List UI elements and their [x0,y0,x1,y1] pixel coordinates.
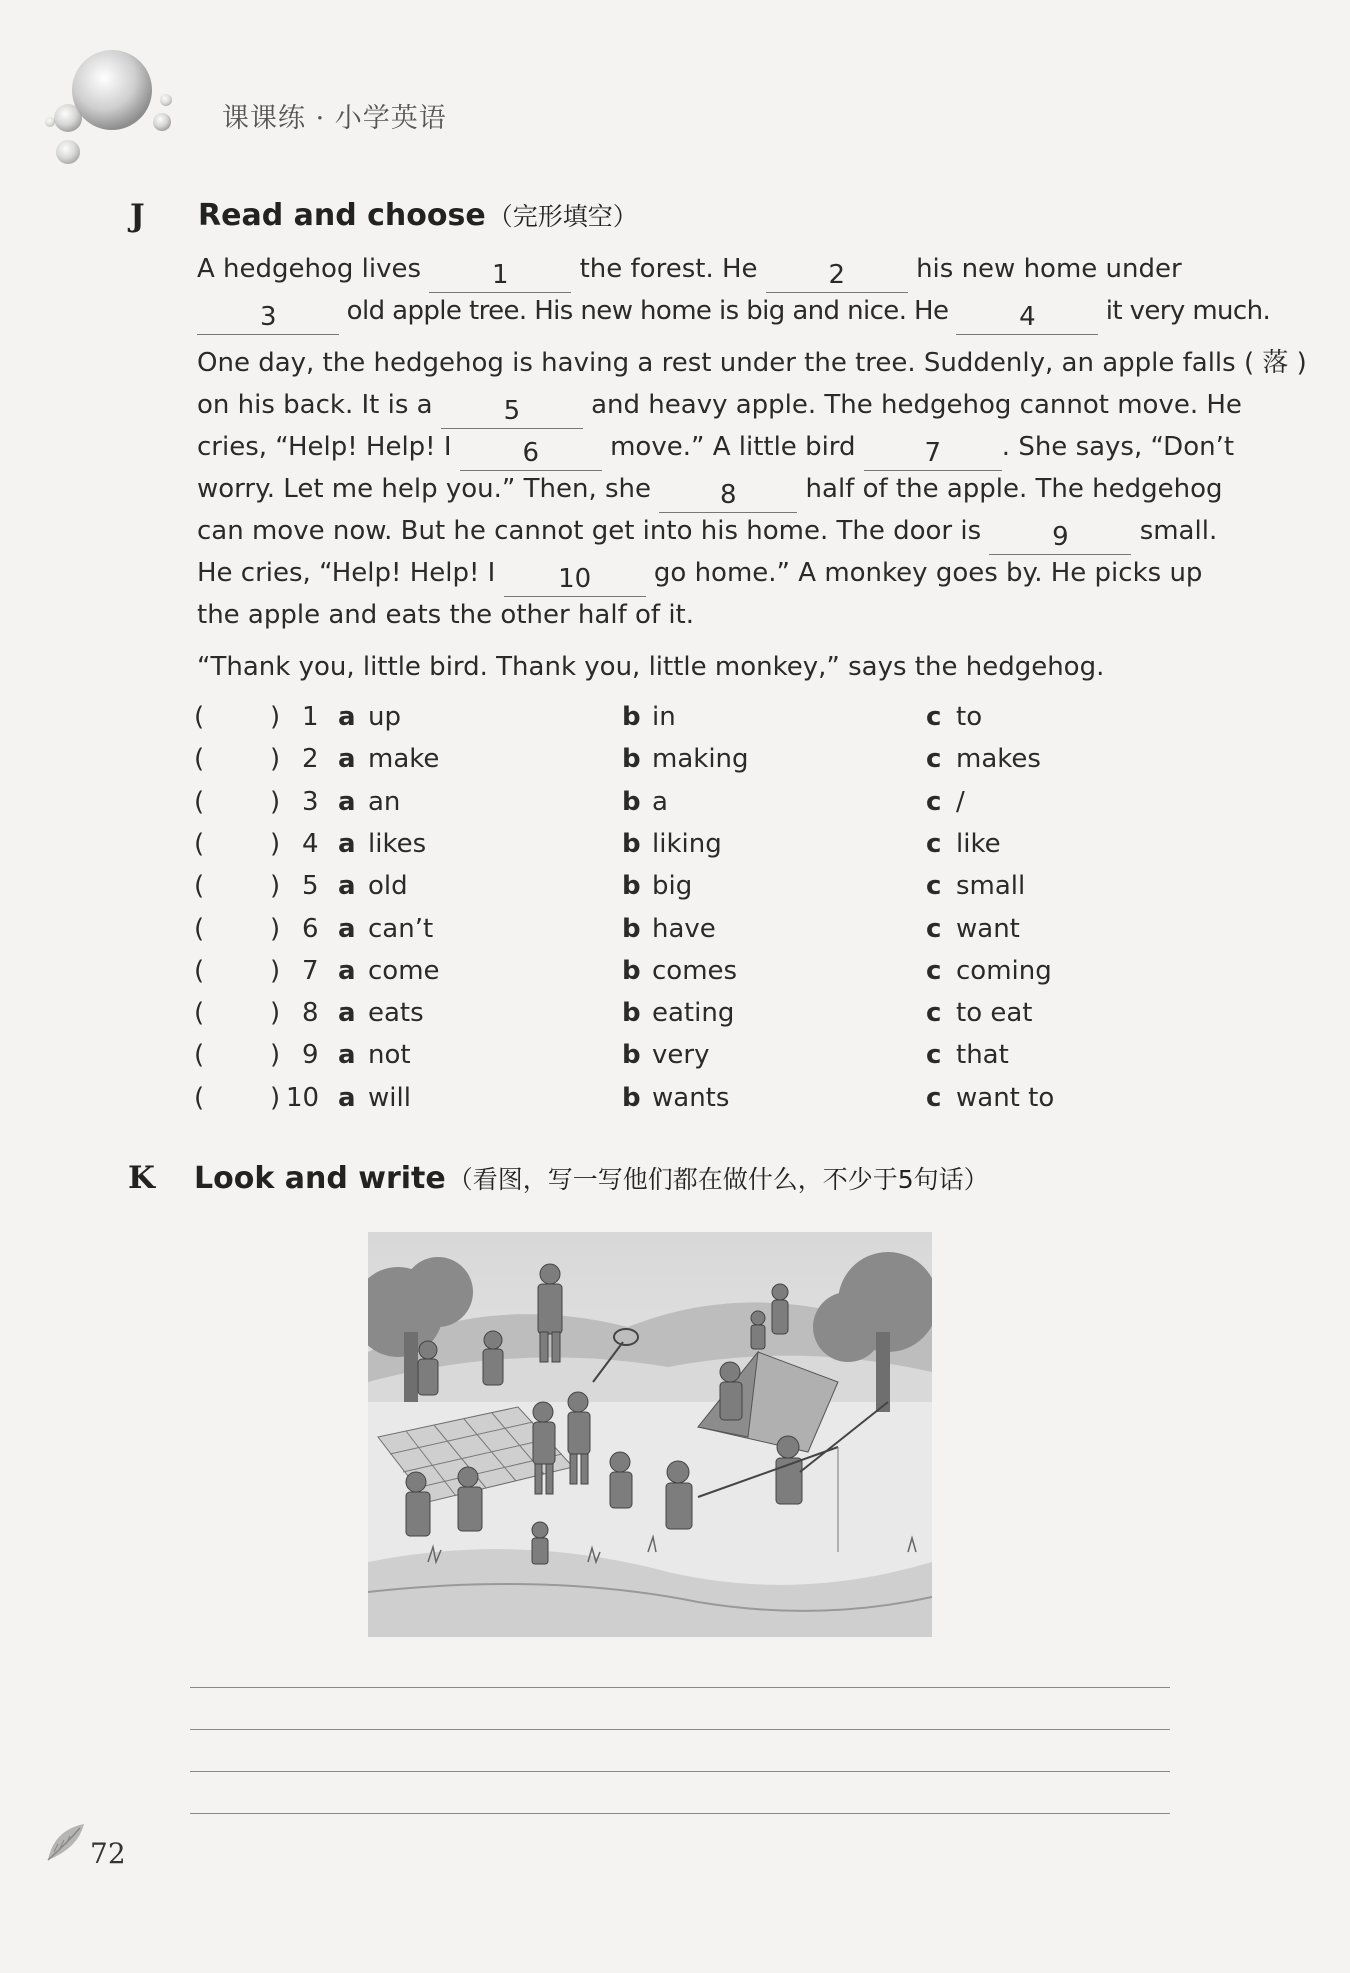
option-b-text: eating [652,998,735,1028]
passage-text: and heavy apple. The hedgehog cannot move. He [591,390,1242,420]
option-a-text: will [368,1083,411,1113]
option-b-letter: b [622,871,641,901]
blank-8: 8 [659,483,797,513]
question-number: 3 [302,787,319,817]
answer-paren-open: ( [194,744,205,774]
option-c-text: coming [956,956,1052,986]
section-k-title-cn: （看图，写一写他们都在做什么，不少于5句话） [447,1165,989,1194]
answer-paren-open: ( [194,871,205,901]
answer-paren-open: ( [194,914,205,944]
option-c-letter: c [926,998,942,1028]
option-b-letter: b [622,744,641,774]
option-c-letter: c [926,871,942,901]
option-b-text: a [652,787,668,817]
option-a-letter: a [338,744,356,774]
option-a-text: come [368,956,440,986]
option-c-text: that [956,1040,1009,1070]
option-a-letter: a [338,829,356,859]
passage-text: the forest. He [579,254,758,284]
option-a-letter: a [338,998,356,1028]
passage-text: worry. Let me help you.” Then, she [197,474,651,504]
blank-5: 5 [441,399,583,429]
passage-line-5 [197,434,1234,471]
passage-text: small. [1139,516,1218,546]
option-c-text: / [956,787,965,817]
option-b-letter: b [622,829,641,859]
option-a-text: can’t [368,914,434,944]
passage-text: old apple tree. His new home is big and nice. He [346,296,949,326]
option-c-text: want [956,914,1020,944]
option-b-letter: b [622,787,641,817]
option-a-letter: a [338,956,356,986]
option-b-text: have [652,914,716,944]
blank-4: 4 [956,305,1098,335]
writing-line [190,1813,1170,1814]
passage-text: go home.” A monkey goes by. He picks up [653,558,1203,588]
option-c-letter: c [926,956,942,986]
section-j-title-en: Read and choose [198,198,486,233]
option-a-text: not [368,1040,411,1070]
option-c-letter: c [926,702,942,732]
answer-paren-close: ) [270,702,281,732]
blank-6: 6 [460,441,602,471]
option-b-letter: b [622,998,641,1028]
answer-paren-close: ) [270,1040,281,1070]
passage-line-10: “Thank you, little bird. Thank you, little monkey,” says the hedgehog. [197,652,1105,682]
option-b-text: wants [652,1083,730,1113]
option-b-text: in [652,702,676,732]
answer-paren-close: ) [270,829,281,859]
option-a-text: eats [368,998,424,1028]
option-a-letter: a [338,1083,356,1113]
answer-paren-open: ( [194,787,205,817]
blank-3: 3 [197,305,339,335]
passage-line-3: One day, the hedgehog is having a rest under the tree. Suddenly, an apple falls ( 落 ) [197,348,1307,378]
option-b-text: liking [652,829,722,859]
writing-line [190,1729,1170,1730]
section-k-title-en: Look and write [194,1161,446,1196]
option-b-letter: b [622,702,641,732]
header-bubbles-decoration [40,40,200,180]
option-a-letter: a [338,871,356,901]
option-c-letter: c [926,914,942,944]
passage-line-2 [197,298,1270,335]
option-c-text: want to [956,1083,1055,1113]
option-c-letter: c [926,1083,942,1113]
blank-2: 2 [766,263,908,293]
question-number: 7 [302,956,319,986]
option-a-text: an [368,787,401,817]
option-c-text: small [956,871,1026,901]
passage-line-1 [197,256,1182,293]
answer-paren-close: ) [270,871,281,901]
blank-10: 10 [504,567,646,597]
question-number: 2 [302,744,319,774]
answer-paren-close: ) [270,956,281,986]
option-c-letter: c [926,1040,942,1070]
option-b-text: comes [652,956,738,986]
leaf-icon [44,1818,92,1866]
option-a-letter: a [338,914,356,944]
answer-paren-open: ( [194,1083,205,1113]
blank-7: 7 [864,441,1002,471]
answer-paren-close: ) [270,787,281,817]
option-c-text: makes [956,744,1041,774]
option-b-letter: b [622,956,641,986]
passage-line-6 [197,476,1223,513]
answer-paren-open: ( [194,702,205,732]
passage-text: can move now. But he cannot get into his home. The door is [197,516,982,546]
option-b-letter: b [622,1040,641,1070]
section-k-letter: K [128,1160,155,1196]
blank-1: 1 [429,263,571,293]
option-c-text: like [956,829,1001,859]
option-c-letter: c [926,787,942,817]
option-c-letter: c [926,744,942,774]
option-b-letter: b [622,1083,641,1113]
answer-paren-close: ) [270,914,281,944]
option-b-text: big [652,871,693,901]
blank-9: 9 [989,525,1131,555]
passage-text: . She says, “Don’t [1001,432,1235,462]
passage-text: move.” A little bird [610,432,856,462]
question-number: 4 [302,829,319,859]
writing-line [190,1687,1170,1688]
answer-paren-close: ) [270,744,281,774]
question-number: 1 [302,702,319,732]
question-number: 6 [302,914,319,944]
passage-line-4 [197,392,1242,429]
section-j-title-cn: （完形填空） [487,202,638,231]
question-number: 9 [302,1040,319,1070]
section-k-title [194,1160,989,1196]
option-a-text: up [368,702,401,732]
passage-text: A hedgehog lives [197,254,422,284]
passage-text: his new home under [916,254,1182,284]
option-c-letter: c [926,829,942,859]
passage-text: cries, “Help! Help! I [197,432,452,462]
option-a-text: likes [368,829,427,859]
answer-paren-open: ( [194,956,205,986]
header-title: 课课练 · 小学英语 [222,103,447,134]
passage-line-7 [197,518,1217,555]
option-a-text: make [368,744,440,774]
option-c-text: to eat [956,998,1033,1028]
passage-line-8 [197,560,1202,597]
option-a-letter: a [338,1040,356,1070]
writing-line [190,1771,1170,1772]
option-b-text: very [652,1040,710,1070]
option-c-text: to [956,702,983,732]
picnic-scene-illustration [368,1232,932,1637]
passage-text: half of the apple. The hedgehog [805,474,1223,504]
option-a-text: old [368,871,408,901]
option-a-letter: a [338,702,356,732]
passage-line-9: the apple and eats the other half of it. [197,600,694,630]
page-number: 72 [90,1837,126,1870]
question-number: 8 [302,998,319,1028]
option-a-letter: a [338,787,356,817]
answer-paren-open: ( [194,1040,205,1070]
passage-text: it very much. [1105,296,1271,326]
question-number: 5 [302,871,319,901]
option-b-letter: b [622,914,641,944]
passage-text: He cries, “Help! Help! I [197,558,496,588]
answer-paren-open: ( [194,829,205,859]
passage-text: on his back. It is a [197,390,433,420]
option-b-text: making [652,744,749,774]
answer-paren-close: ) [270,998,281,1028]
question-number: 10 [286,1083,320,1113]
section-j-letter: J [130,198,145,234]
section-j-title [198,197,638,233]
answer-paren-close: ) [270,1083,281,1113]
answer-paren-open: ( [194,998,205,1028]
